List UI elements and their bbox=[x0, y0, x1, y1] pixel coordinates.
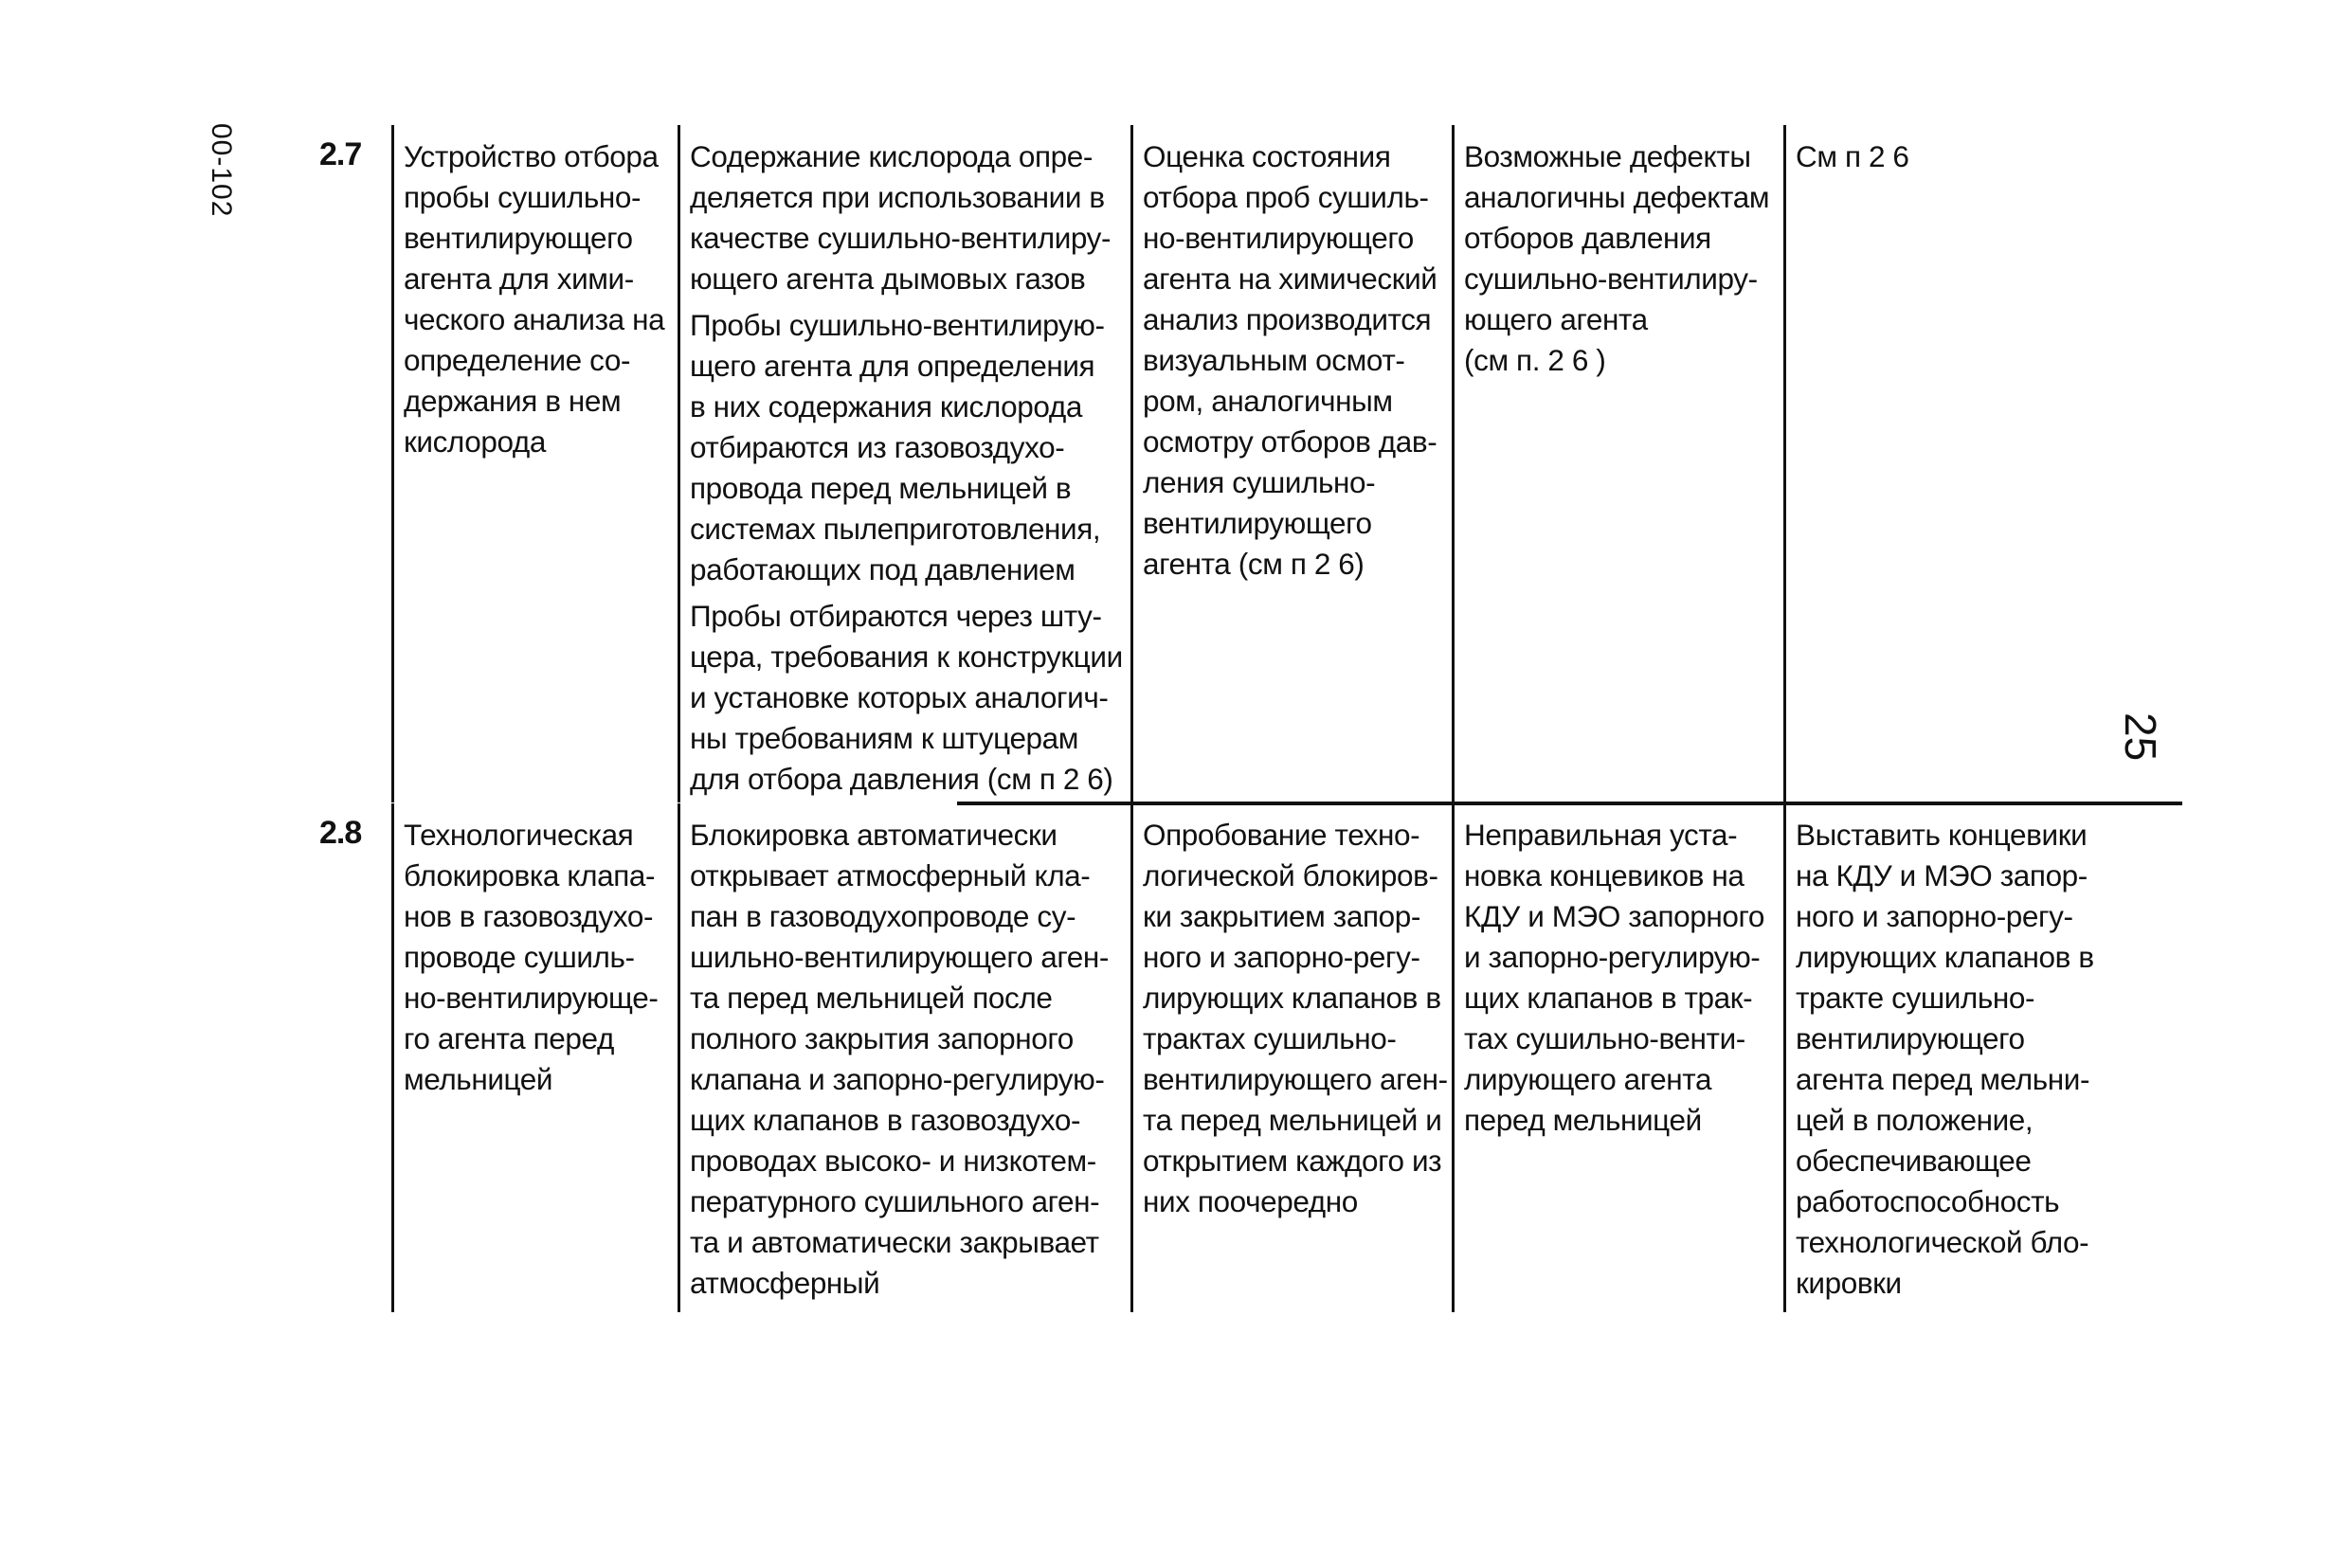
row-number: 2.7 bbox=[319, 136, 362, 172]
remedy-cell bbox=[1783, 803, 2129, 1312]
row-number: 2.8 bbox=[319, 815, 362, 851]
method-text: Опробование техно- логической блокиров- ки закрытием запор- ного и запорно-регу- лирующих клапанов в трактах сушильно- вентилирующего аген- та перед мельницей и открытием каждого из них поочередно bbox=[1143, 818, 1448, 1218]
requirements-cell bbox=[678, 125, 1130, 802]
requirements-cell bbox=[678, 803, 1130, 1312]
document-code: 00-102 bbox=[206, 123, 237, 218]
method-text: Оценка состояния отбора проб сушиль- но-вентилирующего агента на химический анализ производится визуальным осмот- ром, аналогичным осмотру отборов дав- ления сушильно- вентилирующего агента (см п 2 6) bbox=[1143, 139, 1437, 581]
item-text: Устройство отбора пробы сушильно- вентилирующего агента для хими- ческого анализа на определение со- держания в нем кислорода bbox=[404, 139, 665, 459]
page-number: 25 bbox=[2116, 712, 2165, 762]
requirements-paragraph: Пробы отбираются через шту- цера, требования к конструкции и установке которых аналогич- ны требованиям к штуцерам для отбора давления (см п 2 6) bbox=[690, 599, 1123, 796]
method-cell bbox=[1130, 803, 1452, 1312]
remedy-text: См п 2 6 bbox=[1796, 139, 1909, 173]
remedy-text: Выставить концевики на КДУ и МЭО запор- ного и запорно-регу- лирующих клапанов в тракте сушильно- вентилирующего агента перед мельни- цей в положение, обеспечивающее работоспособность технологической бло- кировки bbox=[1796, 818, 2094, 1300]
defects-cell bbox=[1452, 803, 1783, 1312]
defects-text: Возможные дефекты аналогичны дефектам отборов давления сушильно-вентилиру- ющего агента (см п. 2 6 ) bbox=[1464, 139, 1770, 377]
requirements-paragraph: Содержание кислорода опре- деляется при использовании в качестве сушильно-вентилиру- ющего агента дымовых газов bbox=[690, 139, 1112, 296]
item-text: Технологическая блокировка клапа- нов в газовоздухо- проводе сушиль- но-вентилирующе- го агента перед мельницей bbox=[404, 818, 659, 1096]
remedy-cell bbox=[1783, 125, 2129, 802]
item-cell bbox=[391, 125, 678, 802]
defects-text: Неправильная уста- новка концевиков на КДУ и МЭО запорного и запорно-регулирую- щих клапанов в трак- тах сушильно-венти- лирующего агента перед мельницей bbox=[1464, 818, 1764, 1137]
requirements-paragraph: Пробы сушильно-вентилирую- щего агента для определения в них содержания кислорода отбираются из газовоздухо- провода перед мельницей в системах пылеприготовления, работающих под давлением bbox=[690, 308, 1105, 586]
defects-cell bbox=[1452, 125, 1783, 802]
requirements-paragraph: Блокировка автоматически открывает атмосферный кла- пан в газоводухопроводе су- шильно-вентилирующего аген- та перед мельницей после полного закрытия запорного клапана и запорно-регулирую- щих клапанов в газовоздухо- проводах высоко- и низкотем- пературного сушильного аген- та и автоматически закрывает атмосферный bbox=[690, 818, 1109, 1300]
method-cell bbox=[1130, 125, 1452, 802]
item-cell bbox=[391, 803, 678, 1312]
